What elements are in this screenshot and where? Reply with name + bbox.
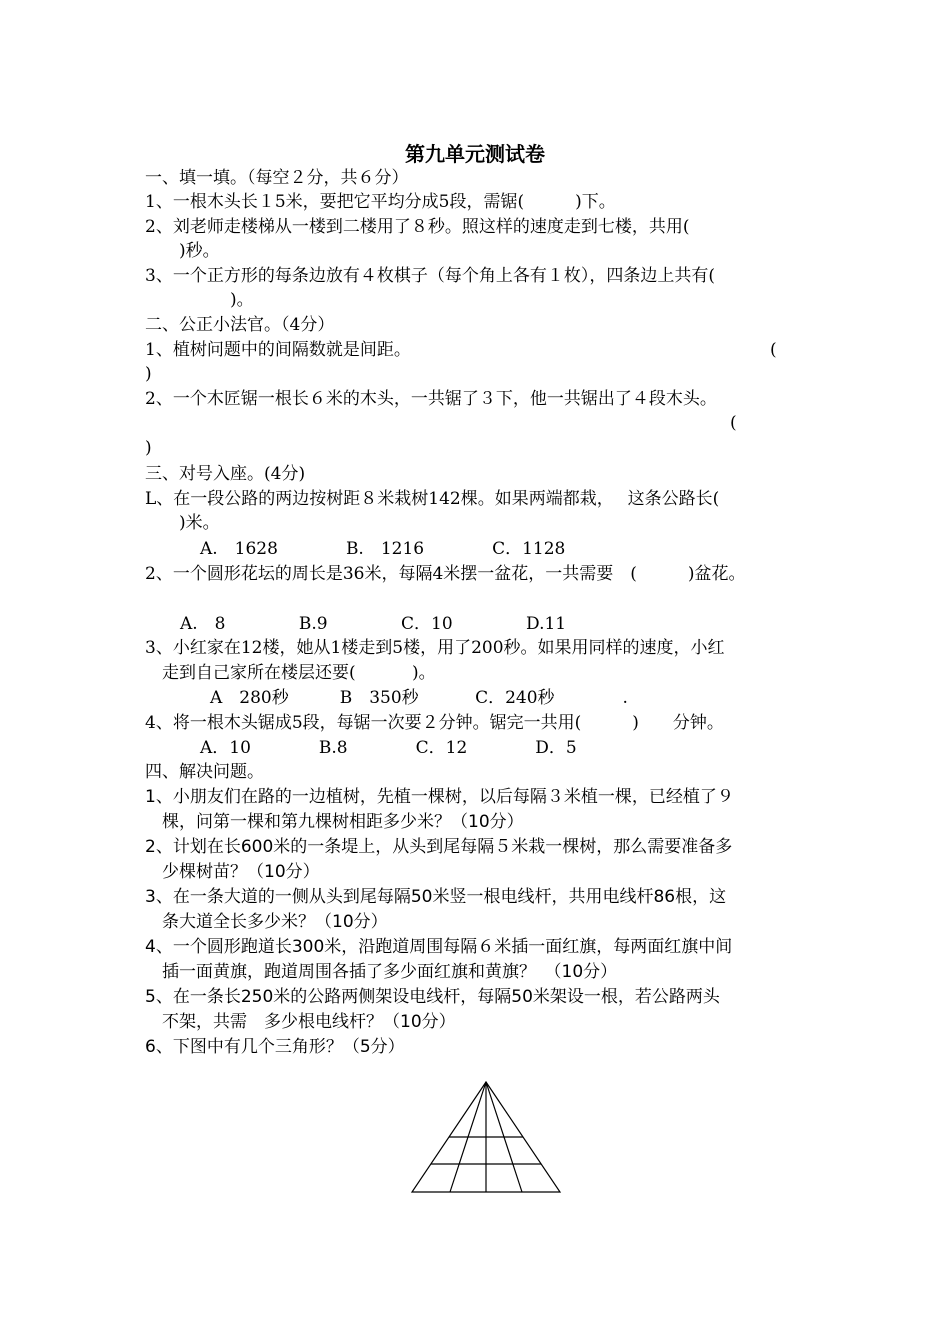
text-line: A 280秒 B 350秒 C．240秒 . <box>210 688 628 708</box>
text-line: 2、一个圆形花坛的周长是36米，每隔4米摆一盆花，一共需要 ( )盆花。 <box>145 564 746 584</box>
text-line: 四、解决问题。 <box>145 762 264 782</box>
text-line: 2、一个木匠锯一根长６米的木头，一共锯了３下，他一共锯出了４段木头。 <box>145 389 717 409</box>
text-line: 5、在一条长250米的公路两侧架设电线杆，每隔50米架设一根，若公路两头 <box>145 987 720 1007</box>
text-line: 1、小朋友们在路的一边植树，先植一棵树，以后每隔３米植一棵，已经植了９ <box>145 787 734 807</box>
text-line: A．10 B.8 C．12 D．5 <box>200 738 577 758</box>
text-line: A. 1628 B. 1216 C．1128 <box>200 539 566 559</box>
page-title: 第九单元测试卷 <box>405 142 545 166</box>
text-line: 条大道全长多少米？（10分） <box>145 912 388 932</box>
text-line: 1、一根木头长１5米，要把它平均分成5段，需锯( )下。 <box>145 192 616 212</box>
text-line: 3、在一条大道的一侧从头到尾每隔50米竖一根电线杆，共用电线杆86根，这 <box>145 887 727 907</box>
text-line: 2、刘老师走楼梯从一楼到二楼用了８秒。照这样的速度走到七楼，共用( <box>145 217 690 237</box>
text-line: A. 8 B.9 C．10 D.11 <box>180 614 567 634</box>
text-line: 三、对号入座。(4分) <box>145 464 306 484</box>
text-line: L、在一段公路的两边按树距８米栽树142棵。如果两端都栽， 这条公路长( <box>145 489 720 509</box>
text-line: 插一面黄旗，跑道周围各插了多少面红旗和黄旗？ （10分） <box>145 962 618 982</box>
text-line: 3、小红家在12楼，她从1楼走到5楼，用了200秒。如果用同样的速度，小红 <box>145 638 725 658</box>
text-line: 少棵树苗？（10分） <box>145 862 320 882</box>
text-line: 一、填一填。（每空２分，共６分） <box>145 168 409 188</box>
text-line: 4、将一根木头锯成5段，每锯一次要２分钟。锯完一共用( ) 分钟。 <box>145 713 724 733</box>
text-line: ) <box>145 438 152 458</box>
triangle-figure <box>408 1080 564 1196</box>
text-line: 4、一个圆形跑道长300米，沿跑道周围每隔６米插一面红旗，每两面红旗中间 <box>145 937 733 957</box>
text-line: 不架，共需 多少根电线杆？（10分） <box>145 1012 456 1032</box>
text-line: )米。 <box>145 513 220 533</box>
text-line: ) <box>145 364 152 384</box>
text-line: 走到自己家所在楼层还要( )。 <box>145 663 436 683</box>
text-line: 3、一个正方形的每条边放有４枚棋子（每个角上各有１枚），四条边上共有( <box>145 266 715 286</box>
text-line: )。 <box>145 290 254 310</box>
text-line: ( <box>770 340 777 360</box>
text-line: 二、公正小法官。（4分） <box>145 315 335 335</box>
text-line: )秒。 <box>145 241 220 261</box>
text-line: 棵，问第一棵和第九棵树相距多少米？（10分） <box>145 812 524 832</box>
text-line: ( <box>730 413 737 433</box>
text-line: 2、计划在长600米的一条堤上，从头到尾每隔５米栽一棵树，那么需要准备多 <box>145 837 733 857</box>
text-line: 1、植树问题中的间隔数就是间距。 <box>145 340 411 360</box>
text-line: 6、下图中有几个三角形？（5分） <box>145 1037 405 1057</box>
